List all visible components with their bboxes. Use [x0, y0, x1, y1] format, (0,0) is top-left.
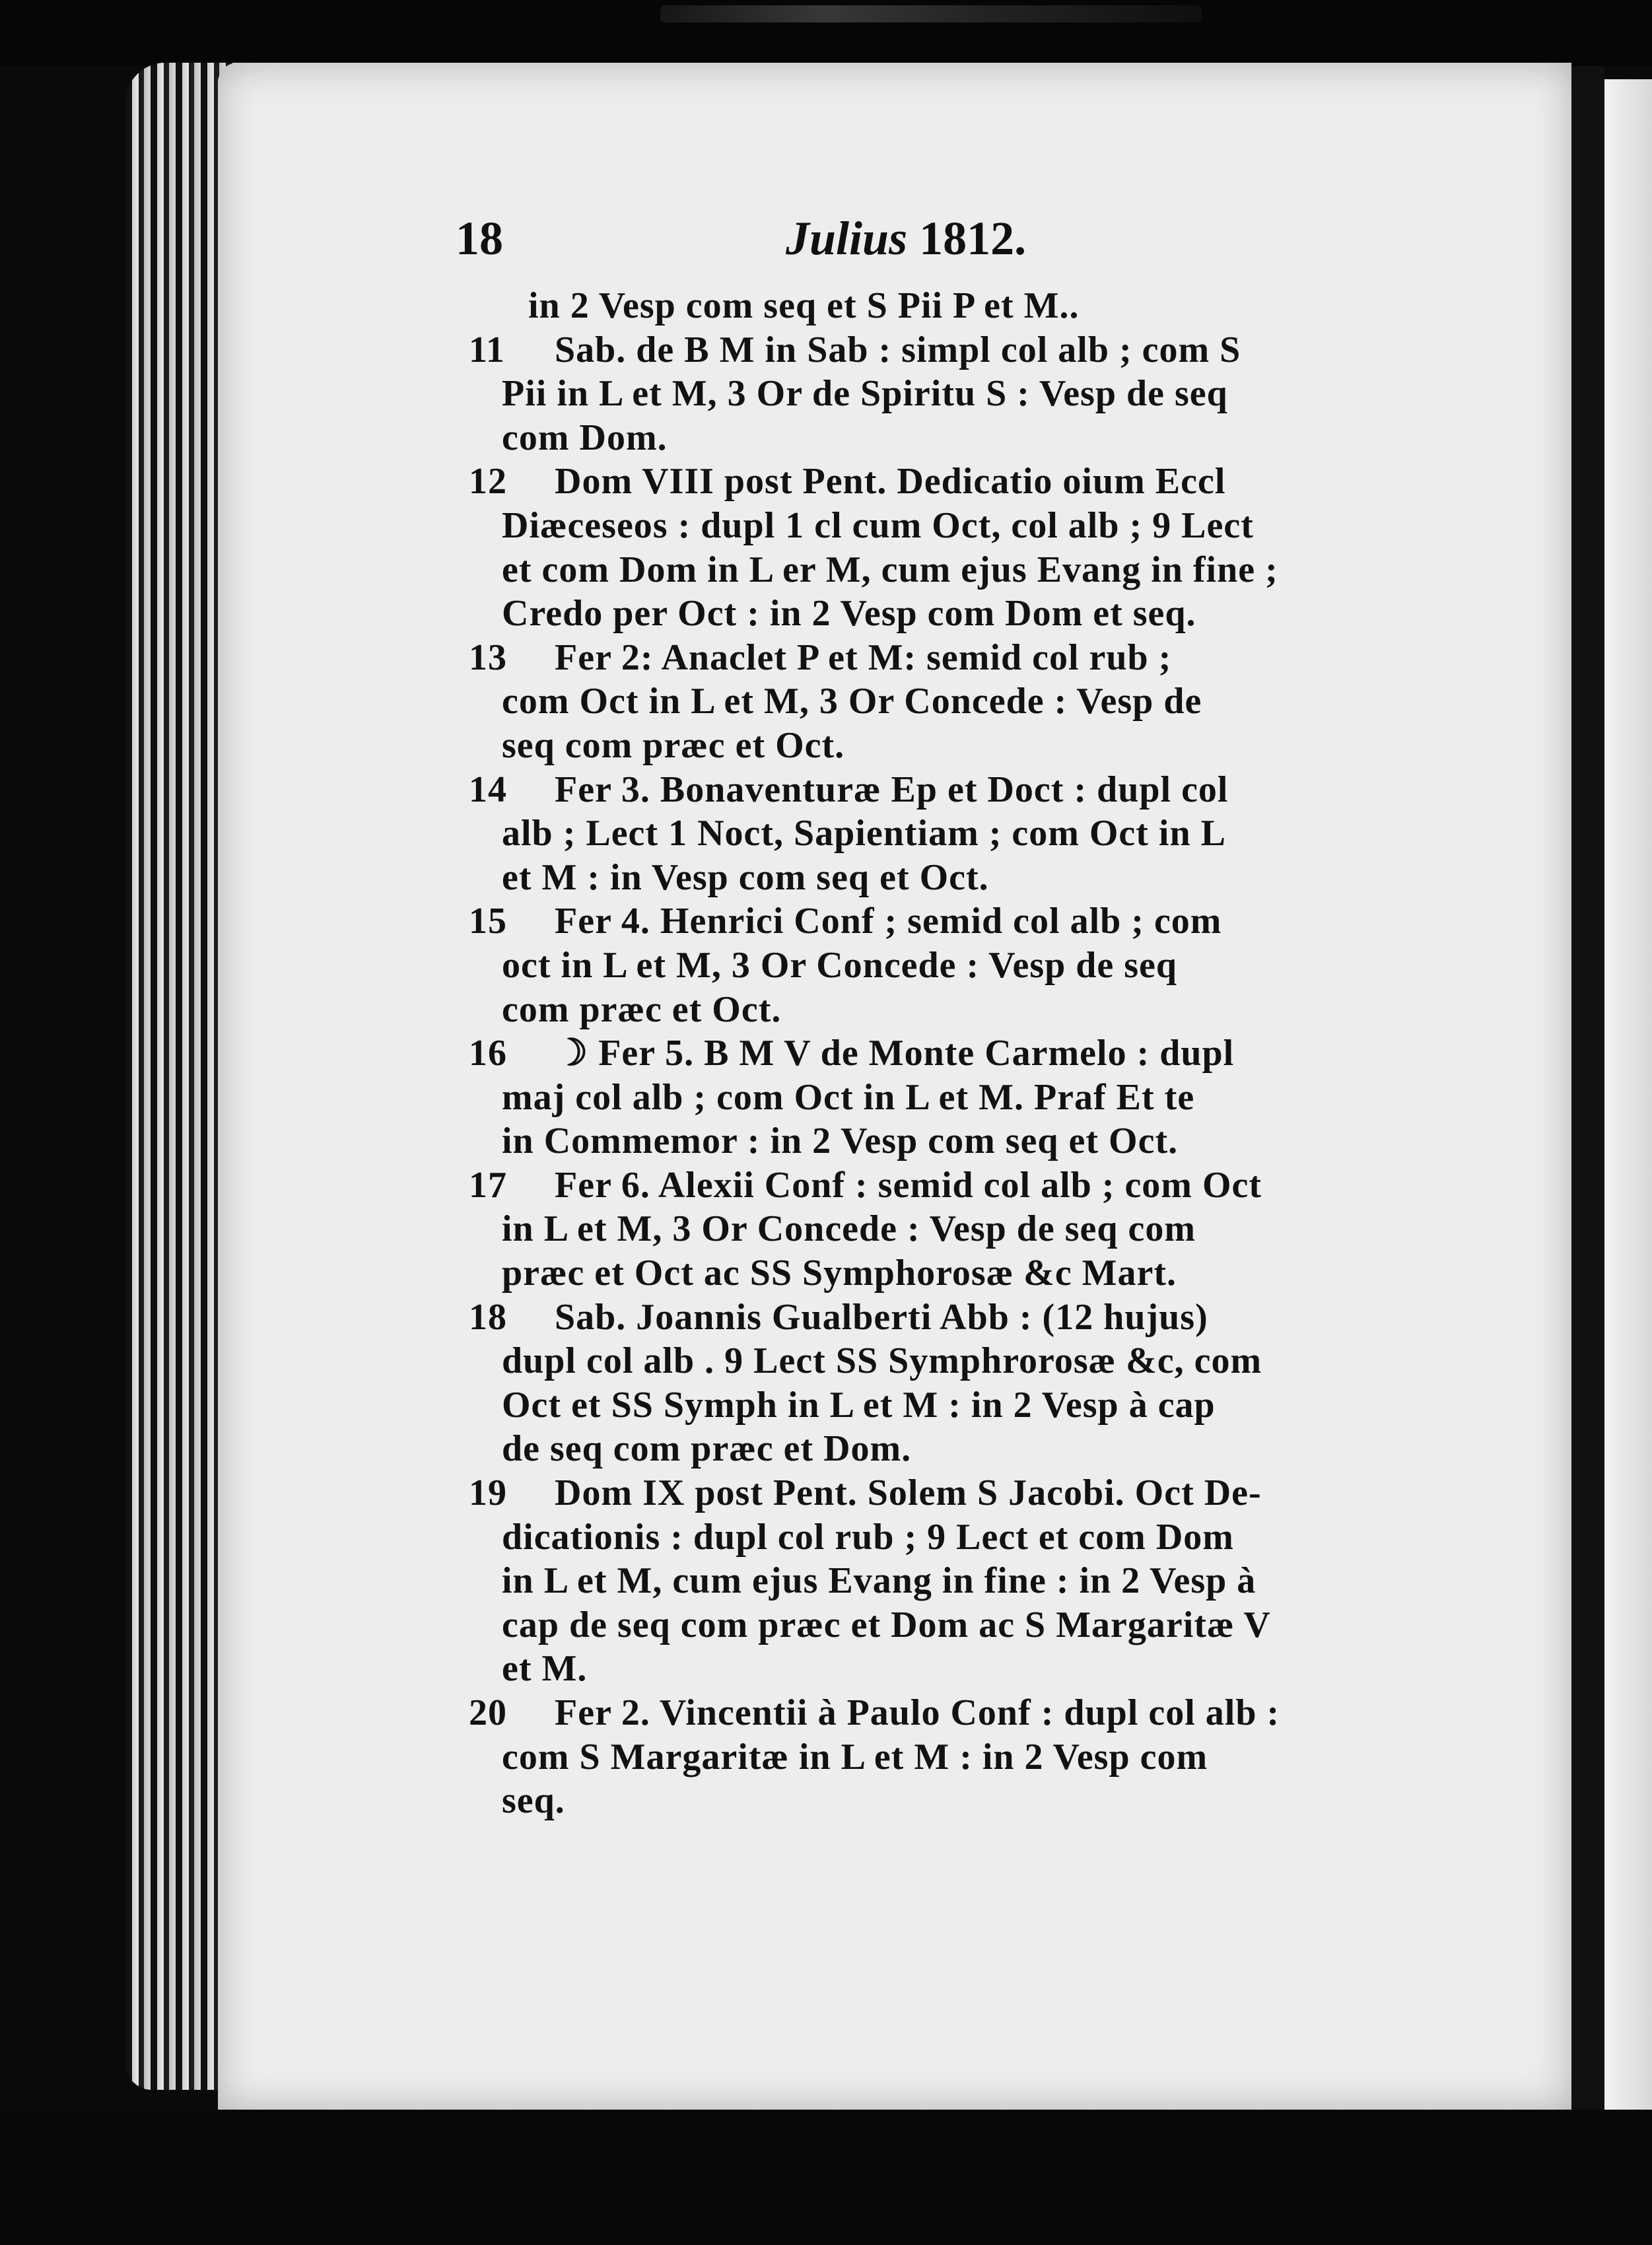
day-number: 16 [469, 1033, 507, 1074]
text-line [456, 724, 1373, 768]
scan-top-border [0, 0, 1652, 66]
line-text: in L et M, 3 Or Concede : Vesp de seq com [502, 1208, 1196, 1250]
line-text: in Commemor : in 2 Vesp com seq et Oct. [502, 1121, 1179, 1162]
line-text: alb ; Lect 1 Noct, Sapientiam ; com Oct in L [502, 813, 1226, 854]
day-entry-line [456, 1471, 1373, 1515]
line-text: Dom IX post Pent. Solem S Jacobi. Oct De- [555, 1472, 1262, 1514]
day-number: 17 [469, 1164, 507, 1206]
text-line [456, 988, 1373, 1032]
day-number: 18 [469, 1296, 507, 1338]
line-text: de seq com præc et Dom. [502, 1428, 912, 1470]
text-line [456, 416, 1373, 460]
text-line [456, 1603, 1373, 1647]
text-line [456, 592, 1373, 636]
line-text: Fer 4. Henrici Conf ; semid col alb ; com [555, 901, 1222, 942]
binding-shadow [1571, 66, 1604, 2179]
line-text: com Dom. [502, 417, 668, 458]
day-entry-line [456, 1295, 1373, 1340]
line-text: seq. [502, 1780, 565, 1822]
line-text: Pii in L et M, 3 Or de Spiritu S : Vesp de seq [502, 373, 1228, 415]
line-text: Fer 3. Bonaventuræ Ep et Doct : dupl col [555, 769, 1229, 810]
text-line [456, 1647, 1373, 1691]
line-text: Fer 2: Anaclet P et M: semid col rub ; [555, 637, 1172, 678]
line-text: præc et Oct ac SS Symphorosæ &c Mart. [502, 1253, 1177, 1294]
text-line [456, 1207, 1373, 1251]
line-text: oct in L et M, 3 Or Concede : Vesp de seq [502, 944, 1178, 986]
line-text: ☽ Fer 5. B M V de Monte Carmelo : dupl [555, 1033, 1235, 1074]
text-line [456, 1119, 1373, 1163]
running-title [786, 211, 1026, 266]
line-text: Credo per Oct : in 2 Vesp com Dom et seq. [502, 593, 1196, 635]
text-line [456, 1559, 1373, 1603]
line-text: in L et M, cum ejus Evang in fine : in 2 Vesp à [502, 1560, 1256, 1602]
line-text: Oct et SS Symph in L et M : in 2 Vesp à cap [502, 1384, 1216, 1426]
text-line [456, 1251, 1373, 1295]
text-line [456, 284, 1373, 328]
text-line [456, 679, 1373, 724]
text-line [456, 812, 1373, 856]
scan-bottom-border [0, 2110, 1652, 2245]
text-line [456, 856, 1373, 900]
text-line [456, 1339, 1373, 1383]
text-line [456, 1735, 1373, 1779]
line-text: maj col alb ; com Oct in L et M. Praf Et te [502, 1076, 1195, 1118]
text-line [456, 1076, 1373, 1120]
day-number: 13 [469, 637, 507, 678]
text-line [456, 1515, 1373, 1560]
day-entry-line [456, 1163, 1373, 1208]
month-title: Julius [786, 212, 908, 265]
line-text: com præc et Oct. [502, 988, 782, 1030]
page-number: 18 [456, 212, 503, 265]
line-text: com Oct in L et M, 3 Or Concede : Vesp de [502, 681, 1202, 722]
day-number: 11 [469, 329, 505, 370]
line-text: in 2 Vesp com seq et S Pii P et M.. [528, 285, 1080, 326]
day-entry-line [456, 1031, 1373, 1076]
line-text: Fer 6. Alexii Conf : semid col alb ; com Oct [555, 1164, 1262, 1206]
line-text: cap de seq com præc et Dom ac S Margaritæ V [502, 1604, 1271, 1645]
line-text: com S Margaritæ in L et M : in 2 Vesp com [502, 1736, 1208, 1778]
line-text: Fer 2. Vincentii à Paulo Conf : dupl col alb : [555, 1692, 1280, 1733]
line-text: et M. [502, 1648, 588, 1690]
day-number: 14 [469, 769, 507, 810]
text-line [456, 944, 1373, 988]
line-text: Diæceseos : dupl 1 cl cum Oct, col alb ; 9 Lect [502, 504, 1254, 546]
day-number: 19 [469, 1472, 507, 1514]
day-entry-line [456, 328, 1373, 372]
calendar-text [456, 284, 1373, 1823]
line-text: Dom VIII post Pent. Dedicatio oium Eccl [555, 461, 1226, 502]
bleed-through-text [660, 5, 1202, 22]
day-entry-line [456, 1691, 1373, 1735]
line-text: Sab. de B M in Sab : simpl col alb ; com S [555, 329, 1241, 370]
facing-page-edge [1604, 79, 1652, 2192]
year-title: 1812. [919, 212, 1027, 265]
text-line [456, 1383, 1373, 1428]
day-number: 15 [469, 901, 507, 942]
day-number: 12 [469, 461, 507, 502]
line-text: Sab. Joannis Gualberti Abb : (12 hujus) [555, 1296, 1208, 1338]
day-entry-line [456, 636, 1373, 680]
line-text: et com Dom in L er M, cum ejus Evang in fine ; [502, 549, 1278, 590]
day-entry-line [456, 768, 1373, 812]
day-number: 20 [469, 1692, 507, 1733]
text-line [456, 1779, 1373, 1823]
text-line [456, 504, 1373, 548]
day-entry-line [456, 899, 1373, 944]
line-text: seq com præc et Oct. [502, 724, 845, 766]
text-line [456, 548, 1373, 592]
page-header [456, 211, 1360, 284]
text-line [456, 1427, 1373, 1471]
line-text: dupl col alb . 9 Lect SS Symphrorosæ &c, com [502, 1340, 1262, 1382]
text-line [456, 372, 1373, 416]
line-text: et M : in Vesp com seq et Oct. [502, 856, 989, 898]
day-entry-line [456, 460, 1373, 504]
line-text: dicationis : dupl col rub ; 9 Lect et com Dom [502, 1516, 1234, 1558]
